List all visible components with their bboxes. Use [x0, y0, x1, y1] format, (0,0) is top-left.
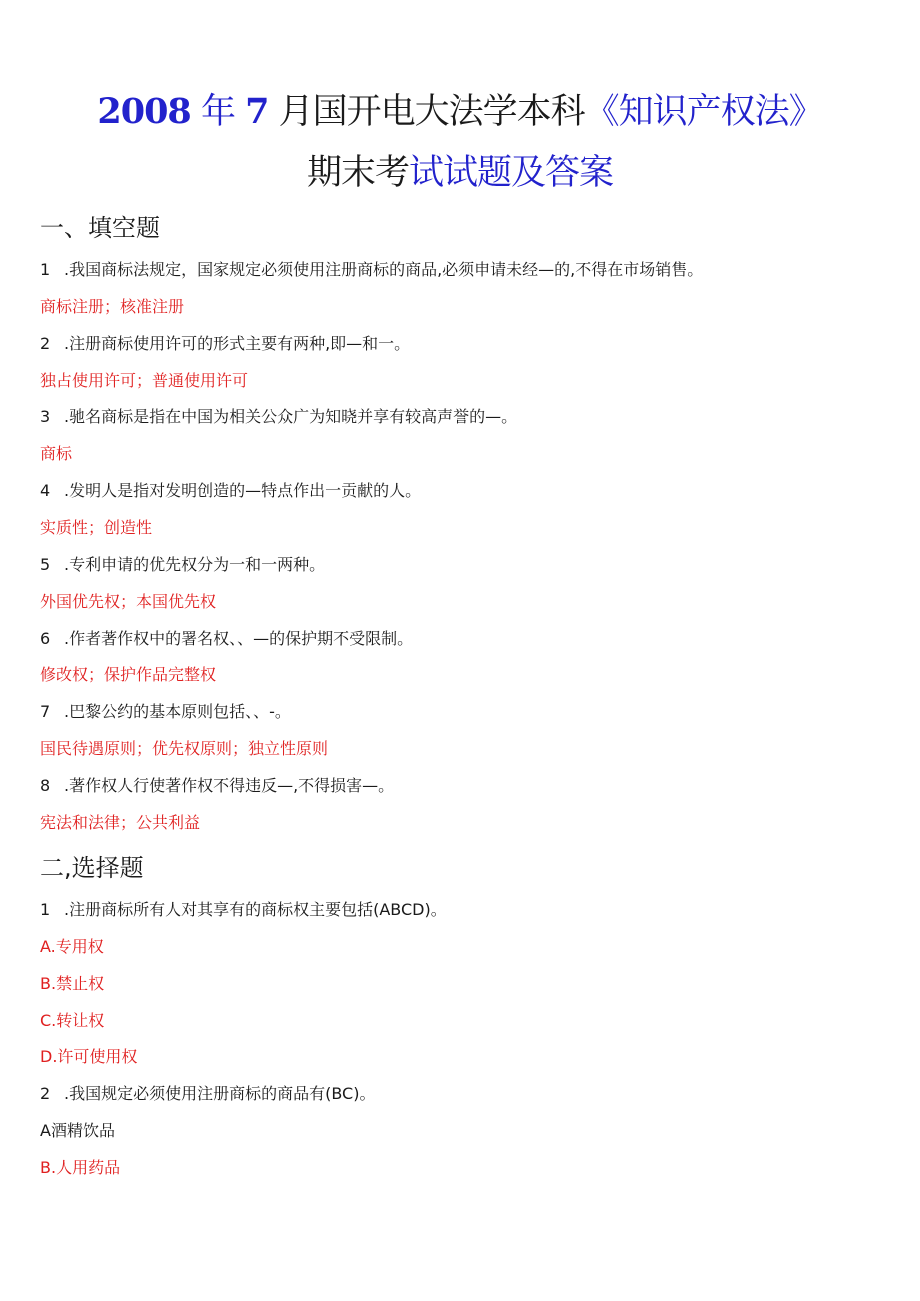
fill-in-question-4: 4 .发明人是指对发明创造的—特点作出一贡献的人。	[40, 481, 422, 500]
fill-in-answer-3: 商标	[40, 444, 73, 463]
fill-in-answer-2: 独占使用许可；普通使用许可	[40, 371, 249, 390]
fill-in-question-3: 3 .驰名商标是指在中国为相关公众广为知晓并享有较高声誉的—。	[40, 407, 518, 426]
title-year: 2008	[97, 91, 191, 132]
document-title-line-2	[0, 153, 920, 193]
choice-q1-option-d: D.许可使用权	[40, 1047, 138, 1066]
fill-in-answer-8: 宪法和法律；公共利益	[40, 813, 201, 832]
section-heading-fill-in: 一、填空题	[40, 214, 160, 242]
fill-in-answer-7: 国民待遇原则；优先权原则；独立性原则	[40, 739, 329, 758]
choice-q1-option-c: C.转让权	[40, 1011, 105, 1030]
choice-q2-option-b: B.人用药品	[40, 1158, 121, 1177]
choice-q1-option-b: B.禁止权	[40, 974, 105, 993]
choice-q2-option-a: A酒精饮品	[40, 1121, 115, 1140]
title-course-prefix: 月国开电大法学本科	[278, 92, 585, 132]
fill-in-question-8: 8 .著作权人行使著作权不得违反—,不得损害—。	[40, 776, 395, 795]
title-exam: 期末考	[306, 153, 409, 193]
fill-in-question-5: 5 .专利申请的优先权分为一和一两种。	[40, 555, 326, 574]
fill-in-question-7: 7 .巴黎公约的基本原则包括、、-。	[40, 702, 291, 721]
choice-q1-option-a: A.专用权	[40, 937, 104, 956]
fill-in-answer-5: 外国优先权；本国优先权	[40, 592, 217, 611]
choice-question-1: 1 .注册商标所有人对其享有的商标权主要包括(ABCD)。	[40, 900, 447, 919]
fill-in-answer-4: 实质性；创造性	[40, 518, 153, 537]
fill-in-answer-1: 商标注册；核准注册	[40, 297, 185, 316]
title-exam-suffix: 试试题及答案	[409, 153, 614, 193]
title-month: 7	[245, 91, 269, 132]
choice-question-2: 2 .我国规定必须使用注册商标的商品有(BC)。	[40, 1084, 376, 1103]
document-title-line-1	[0, 92, 920, 132]
section-heading-choice: 二,选择题	[40, 854, 144, 882]
fill-in-answer-6: 修改权；保护作品完整权	[40, 665, 217, 684]
title-course-name: 《知识产权法》	[584, 92, 823, 132]
fill-in-question-6: 6 .作者著作权中的署名权、、—的保护期不受限制。	[40, 629, 414, 648]
title-year-suffix: 年	[200, 92, 235, 132]
fill-in-question-2: 2 .注册商标使用许可的形式主要有两种,即—和一。	[40, 334, 411, 353]
fill-in-question-1: 1 .我国商标法规定，国家规定必须使用注册商标的商品,必须申请未经—的,不得在市场销售。	[40, 260, 704, 279]
